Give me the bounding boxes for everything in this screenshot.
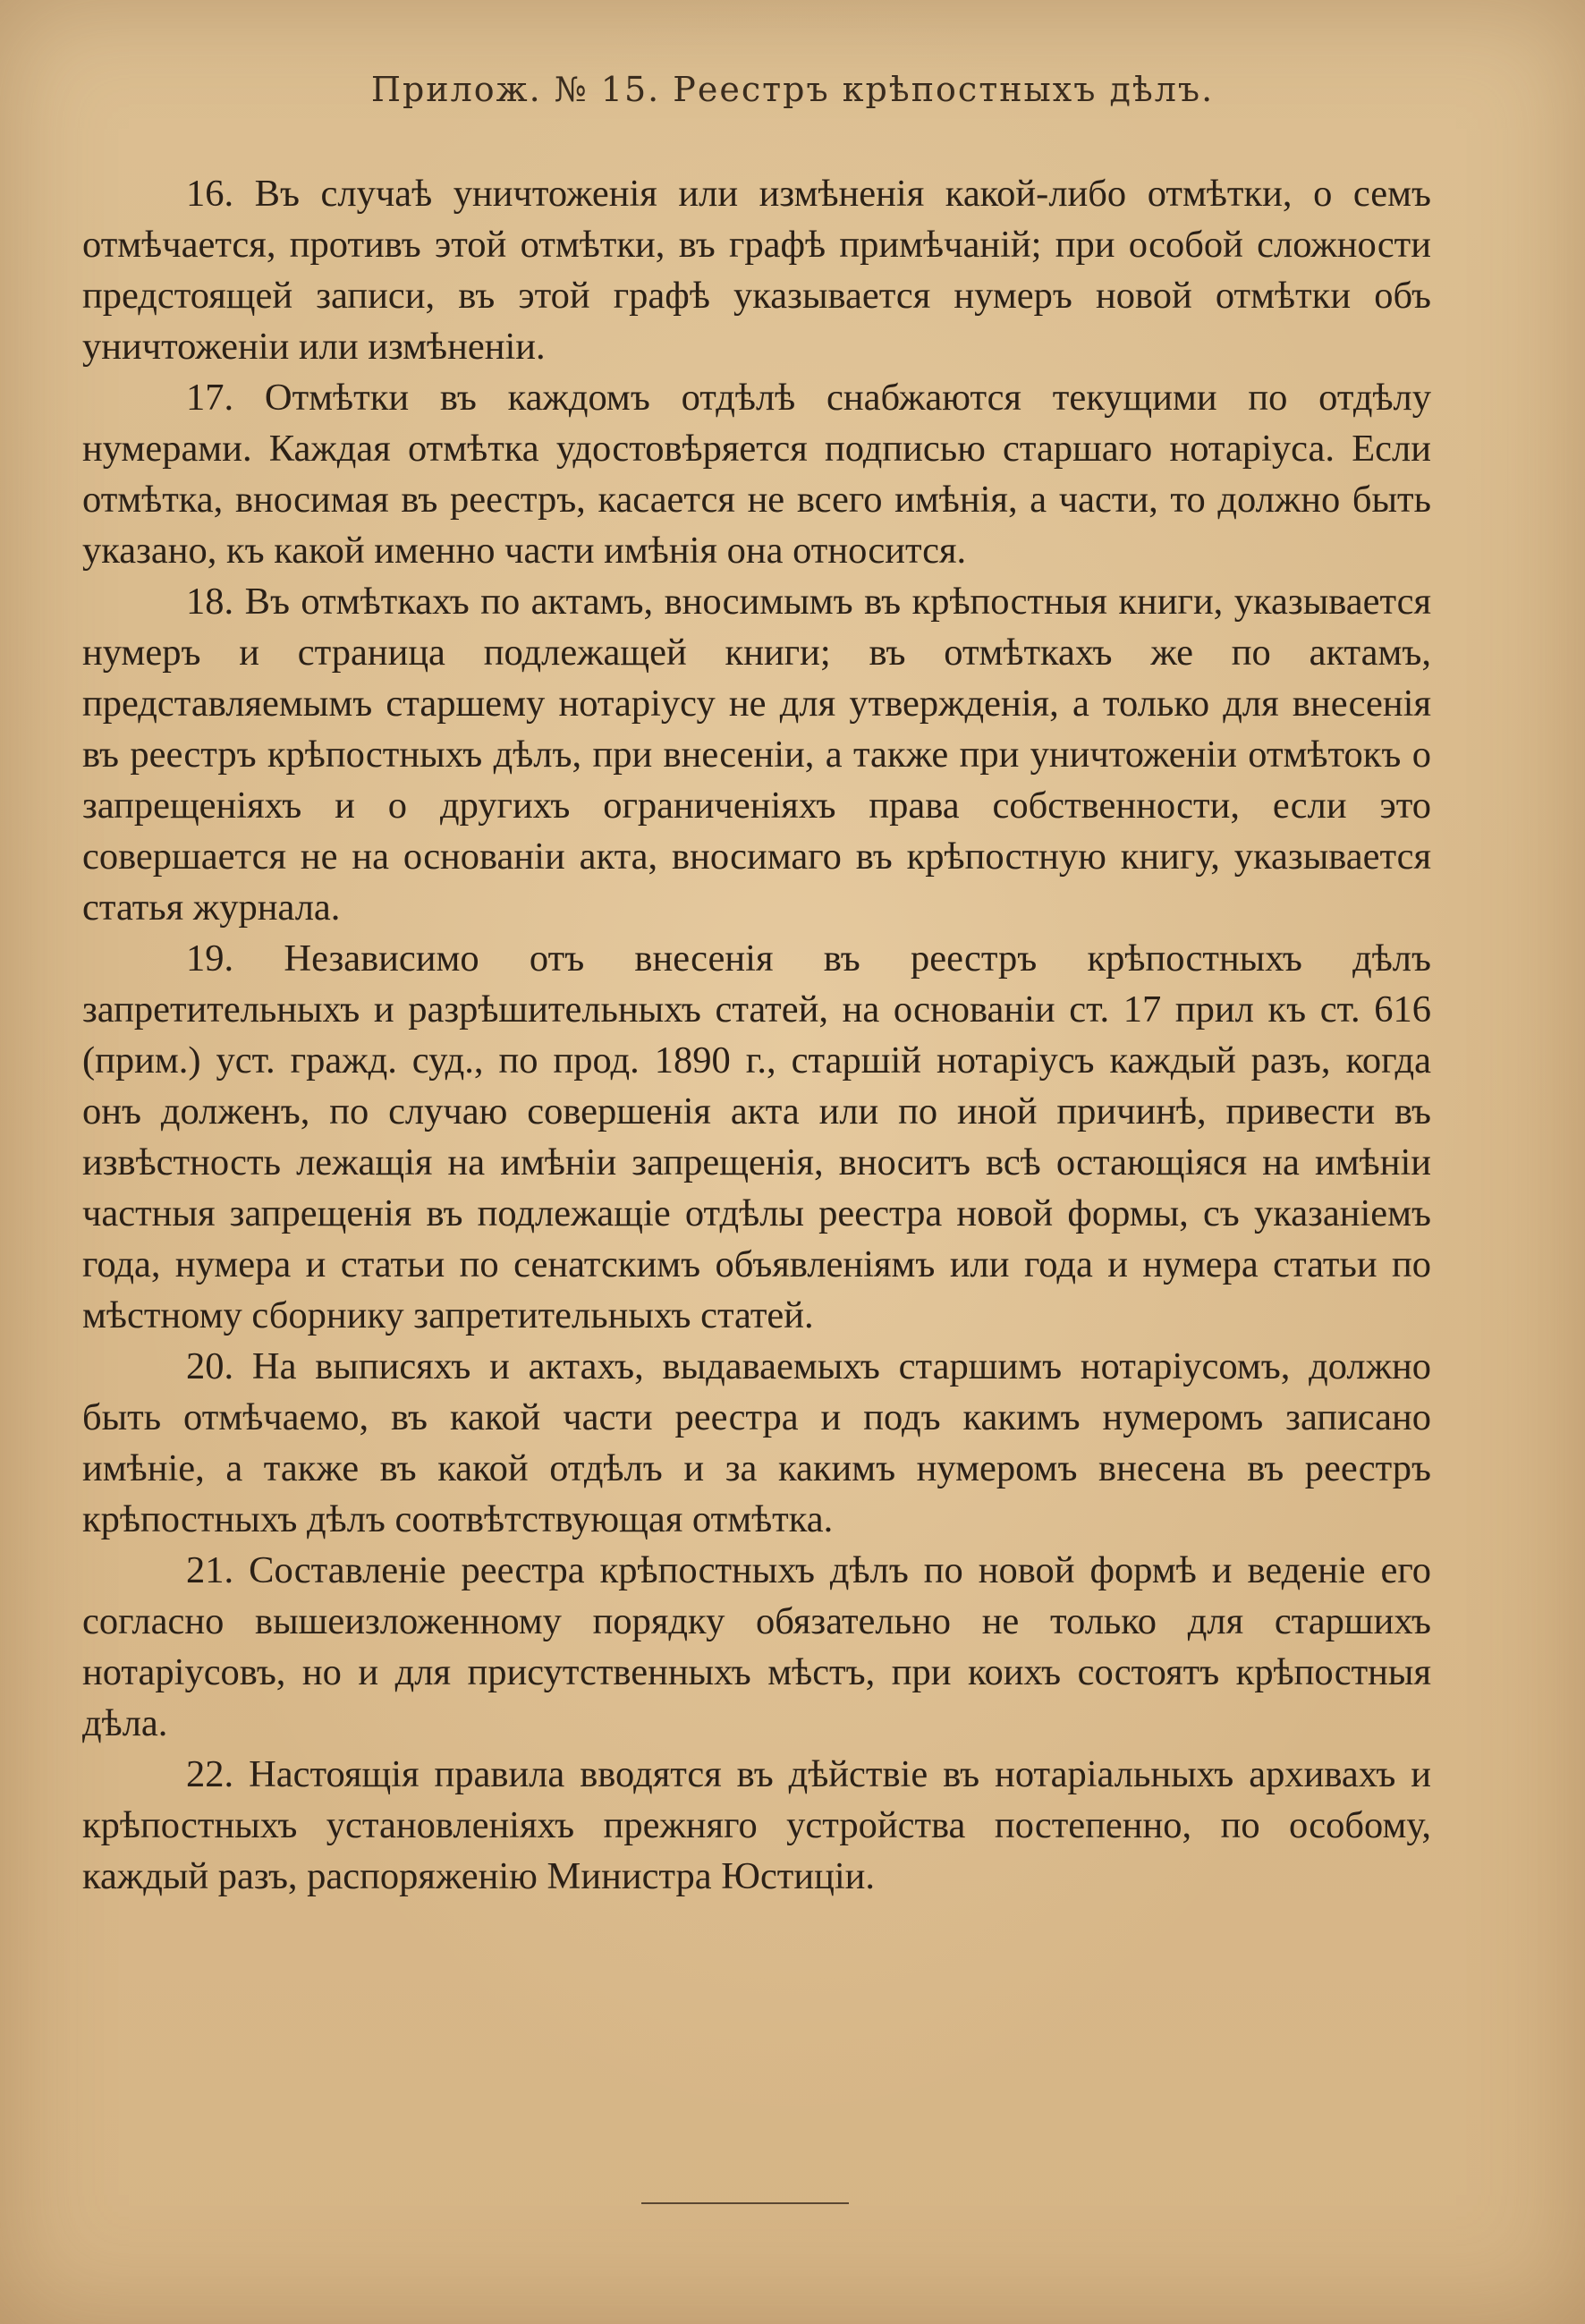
paragraph-20: 20. На выписяхъ и актахъ, выдаваемыхъ старшимъ нотаріусомъ, должно быть отмѣчаемо, въ какой части реестра и подъ какимъ нумеромъ записано имѣніе, а также въ какой отдѣлъ и за какимъ нумеромъ внесена въ реестръ крѣпостныхъ дѣлъ соотвѣтствующая отмѣтка.: [82, 1345, 1431, 1540]
closing-rule: [641, 2202, 849, 2204]
paragraph-21: 21. Составленіе реестра крѣпостныхъ дѣлъ по новой формѣ и веденіе его согласно вышеизложенному порядку обязательно не только для старшихъ нотаріусовъ, но и для присутственныхъ мѣстъ, при коихъ состоятъ крѣпостныя дѣла.: [82, 1549, 1431, 1744]
paragraph-17: 17. Отмѣтки въ каждомъ отдѣлѣ снабжаются текущими по отдѣлу нумерами. Каждая отмѣтка удостовѣряется подписью старшаго нотаріуса. Если отмѣтка, вносимая въ реестръ, касается не всего имѣнія, а части, то должно быть указано, къ какой именно части имѣнія она относится.: [82, 377, 1431, 572]
paragraph-22: 22. Настоящія правила вводятся въ дѣйствіе въ нотаріальныхъ архивахъ и крѣпостныхъ установленіяхъ прежняго устройства постепенно, по особому, каждый разъ, распоряженію Министра Юстиціи.: [82, 1753, 1431, 1897]
document-body: [82, 168, 1431, 1902]
paragraph-16: 16. Въ случаѣ уничтоженія или измѣненія какой-либо отмѣтки, о семъ отмѣчается, противъ этой отмѣтки, въ графѣ примѣчаній; при особой сложности предстоящей записи, въ этой графѣ указывается нумеръ новой отмѣтки объ уничтоженіи или измѣненіи.: [82, 173, 1431, 368]
paragraph-19: 19. Независимо отъ внесенія въ реестръ крѣпостныхъ дѣлъ запретительныхъ и разрѣшительныхъ статей, на основаніи ст. 17 прил къ ст. 616 (прим.) уст. гражд. суд., по прод. 1890 г., старшій нотаріусъ каждый разъ, когда онъ долженъ, по случаю совершенія акта или по иной причинѣ, привести въ извѣстность лежащія на имѣніи запрещенія, вноситъ всѣ остающіяся на имѣніи частныя запрещенія въ подлежащіе отдѣлы реестра новой формы, съ указаніемъ года, нумера и статьи по сенатскимъ объявленіямъ или года и нумера статьи по мѣстному сборнику запретительныхъ статей.: [82, 937, 1431, 1336]
page-header: Прилож. № 15. Реестръ крѣпостныхъ дѣлъ.: [370, 70, 1215, 109]
paragraph-18: 18. Въ отмѣткахъ по актамъ, вносимымъ въ крѣпостныя книги, указывается нумеръ и страница подлежащей книги; въ отмѣткахъ же по актамъ, представляемымъ старшему нотаріусу не для утвержденія, а только для внесенія въ реестръ крѣпостныхъ дѣлъ, при внесеніи, а также при уничтоженіи отмѣтокъ о запрещеніяхъ и о другихъ ограниченіяхъ права собственности, если это совершается не на основаніи акта, вносимаго въ крѣпостную книгу, указывается статья журнала.: [82, 581, 1431, 929]
